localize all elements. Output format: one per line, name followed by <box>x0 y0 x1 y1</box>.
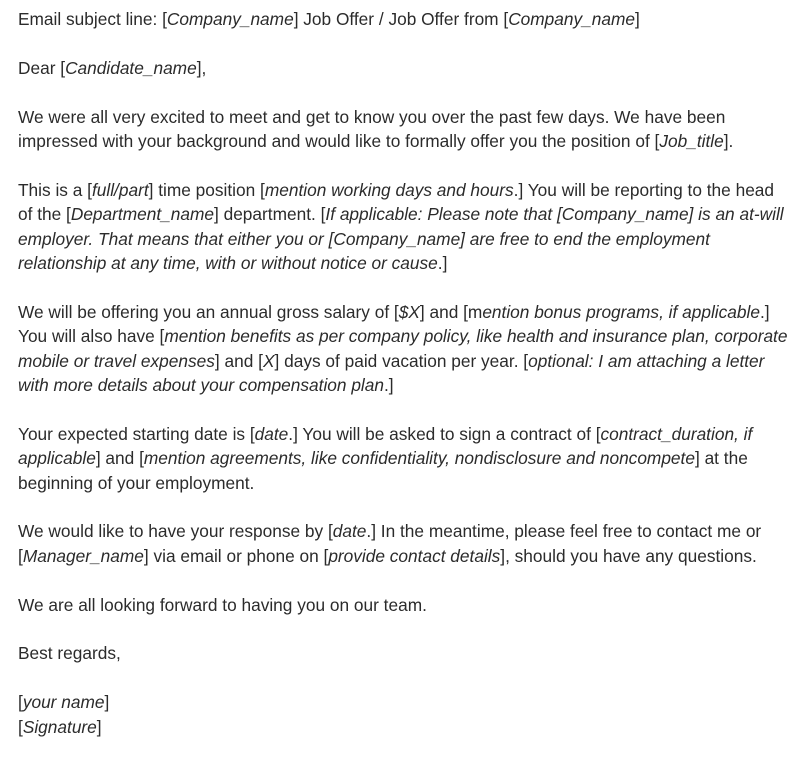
placeholder-text: $X <box>398 301 420 322</box>
body-text: ] time position [ <box>148 179 265 200</box>
body-text: Your expected starting date is [ <box>18 423 255 444</box>
body-text: This is a [ <box>18 179 92 200</box>
body-text: Dear [ <box>18 57 66 78</box>
sender-name-placeholder <box>18 690 790 714</box>
placeholder-text: mention working days and hours <box>264 179 514 200</box>
sign-off <box>18 641 790 665</box>
body-text: We are all looking forward to having you on our team. <box>18 594 427 615</box>
body-text: ] <box>635 9 640 29</box>
closing-line <box>18 593 790 617</box>
placeholder-text: provide contact details <box>328 545 501 566</box>
signature-placeholder <box>18 715 790 739</box>
email-subject-line <box>18 7 790 31</box>
start-date-paragraph <box>18 422 790 495</box>
placeholder-text: Job_title <box>659 131 724 151</box>
body-text: [ <box>18 716 23 737</box>
placeholder-text: date <box>332 521 367 542</box>
body-text: ], <box>196 57 207 78</box>
body-text: .] You will be reporting to the head of the [ <box>18 179 775 225</box>
placeholder-text: Company_name <box>166 9 294 29</box>
body-text: Best regards, <box>18 643 121 664</box>
body-text: We were all very excited to meet and get to know you over the past few days. We have been impressed with your background and would like to formally offer you the position of [ <box>18 106 726 151</box>
body-text: ] <box>104 692 110 713</box>
body-text: ] at the beginning of your employment. <box>18 448 748 493</box>
body-text: .] In the meantime, please feel free to contact me or [ <box>18 521 762 566</box>
salutation <box>18 56 790 80</box>
body-text: ] Job Offer / Job Offer from [ <box>293 9 509 29</box>
placeholder-text: Manager_name <box>22 545 144 566</box>
placeholder-text: Department_name <box>70 204 214 225</box>
body-text: .] You will be asked to sign a contract of [ <box>288 423 601 444</box>
body-text: We would like to have your response by [ <box>18 521 333 542</box>
placeholder-text: optional: I am attaching a letter with more details about your compensation plan <box>18 350 765 396</box>
body-text: .] You will also have [ <box>18 301 770 347</box>
body-text: ] and [ <box>214 350 263 371</box>
body-text: ] and [ <box>95 448 144 469</box>
body-text: ] department. [ <box>213 204 326 225</box>
body-text: Email subject line: [ <box>18 9 167 29</box>
body-text: .] <box>384 375 394 396</box>
placeholder-text: mention benefits as per company policy, like health and insurance plan, corporate mobile or travel expenses <box>18 326 788 371</box>
placeholder-text: your name <box>22 692 105 713</box>
position-paragraph <box>18 178 790 276</box>
compensation-paragraph <box>18 300 790 398</box>
body-text: ] days of paid vacation per year. [ <box>274 350 529 371</box>
placeholder-text: X <box>262 350 275 371</box>
body-text: ] and [m <box>419 301 483 322</box>
offer-letter-document <box>18 7 790 739</box>
placeholder-text: full/part <box>91 179 149 200</box>
placeholder-text: Signature <box>22 716 97 737</box>
body-text: ] <box>96 716 102 737</box>
placeholder-text: contract_duration, if applicable <box>18 423 753 469</box>
body-text: .] <box>437 253 448 274</box>
intro-paragraph <box>18 105 790 154</box>
body-text: [ <box>18 692 23 713</box>
placeholder-text: date <box>254 423 289 444</box>
body-text: ] via email or phone on [ <box>143 545 329 566</box>
placeholder-text: If applicable: Please note that [Company_name] is an at-will employer. That means that either you or [Company_name] are free to end the employment relationship at any time, with or without notice or cause <box>18 204 784 274</box>
response-paragraph <box>18 519 790 568</box>
body-text: ], should you have any questions. <box>500 545 757 566</box>
placeholder-text: ention bonus programs, if applicable <box>482 301 760 322</box>
body-text: We will be offering you an annual gross salary of [ <box>18 301 399 322</box>
placeholder-text: Candidate_name <box>65 57 197 78</box>
body-text: ]. <box>723 131 734 151</box>
placeholder-text: mention agreements, like confidentiality, nondisclosure and noncompete <box>143 448 695 469</box>
placeholder-text: Company_name <box>508 9 635 29</box>
